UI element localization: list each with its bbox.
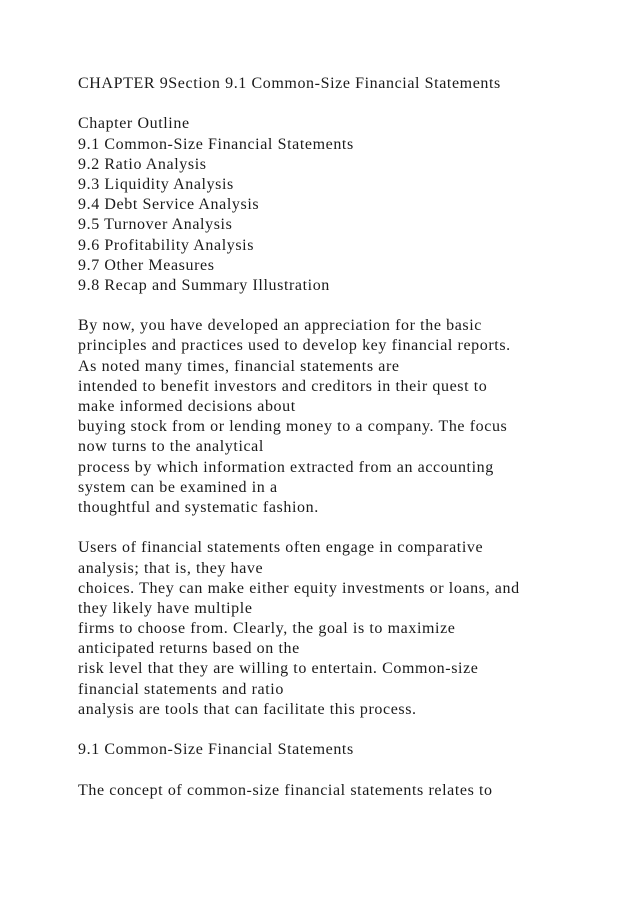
document-body: [78, 74, 618, 801]
paragraph-line: risk level that they are willing to entertain. Common-size: [78, 660, 479, 678]
outline-item: 9.8 Recap and Summary Illustration: [78, 276, 330, 294]
outline-item: 9.2 Ratio Analysis: [78, 155, 207, 173]
outline-title: Chapter Outline: [78, 115, 190, 133]
paragraph-line: now turns to the analytical: [78, 438, 264, 456]
paragraph-line: thoughtful and systematic fashion.: [78, 498, 319, 516]
paragraph-line: By now, you have developed an appreciation for the basic: [78, 317, 482, 335]
paragraph-line: analysis; that is, they have: [78, 559, 264, 577]
paragraph-line: process by which information extracted from an accounting: [78, 458, 494, 476]
spacer: [78, 94, 618, 114]
spacer: [78, 518, 618, 538]
chapter-heading: CHAPTER 9Section 9.1 Common-Size Financial Statements: [78, 75, 501, 92]
paragraph-line: system can be examined in a: [78, 478, 278, 496]
paragraph-line: analysis are tools that can facilitate this process.: [78, 700, 417, 718]
spacer: [78, 760, 618, 780]
outline-item: 9.6 Profitability Analysis: [78, 236, 255, 254]
paragraph-line: intended to benefit investors and creditors in their quest to: [78, 377, 488, 395]
paragraph-line: buying stock from or lending money to a company. The focus: [78, 418, 508, 436]
paragraph-line: financial statements and ratio: [78, 680, 284, 698]
paragraph-line: firms to choose from. Clearly, the goal is to maximize: [78, 620, 456, 638]
paragraph-line: As noted many times, financial statements are: [78, 357, 400, 375]
outline-item: 9.1 Common-Size Financial Statements: [78, 135, 354, 153]
paragraph-line: they likely have multiple: [78, 599, 253, 617]
outline-item: 9.5 Turnover Analysis: [78, 216, 233, 234]
paragraph-line: make informed decisions about: [78, 398, 296, 415]
paragraph-line: anticipated returns based on the: [78, 640, 300, 658]
paragraph-line: Users of financial statements often engage in comparative: [78, 539, 484, 557]
paragraph-line: principles and practices used to develop key financial reports.: [78, 337, 511, 355]
paragraph-line: The concept of common-size financial statements relates to: [78, 781, 493, 799]
outline-item: 9.4 Debt Service Analysis: [78, 196, 260, 214]
paragraph-line: choices. They can make either equity investments or loans, and: [78, 579, 520, 597]
outline-item: 9.3 Liquidity Analysis: [78, 175, 234, 193]
spacer: [78, 720, 618, 740]
outline-item: 9.7 Other Measures: [78, 256, 215, 274]
section-heading: 9.1 Common-Size Financial Statements: [78, 741, 354, 759]
spacer: [78, 296, 618, 316]
